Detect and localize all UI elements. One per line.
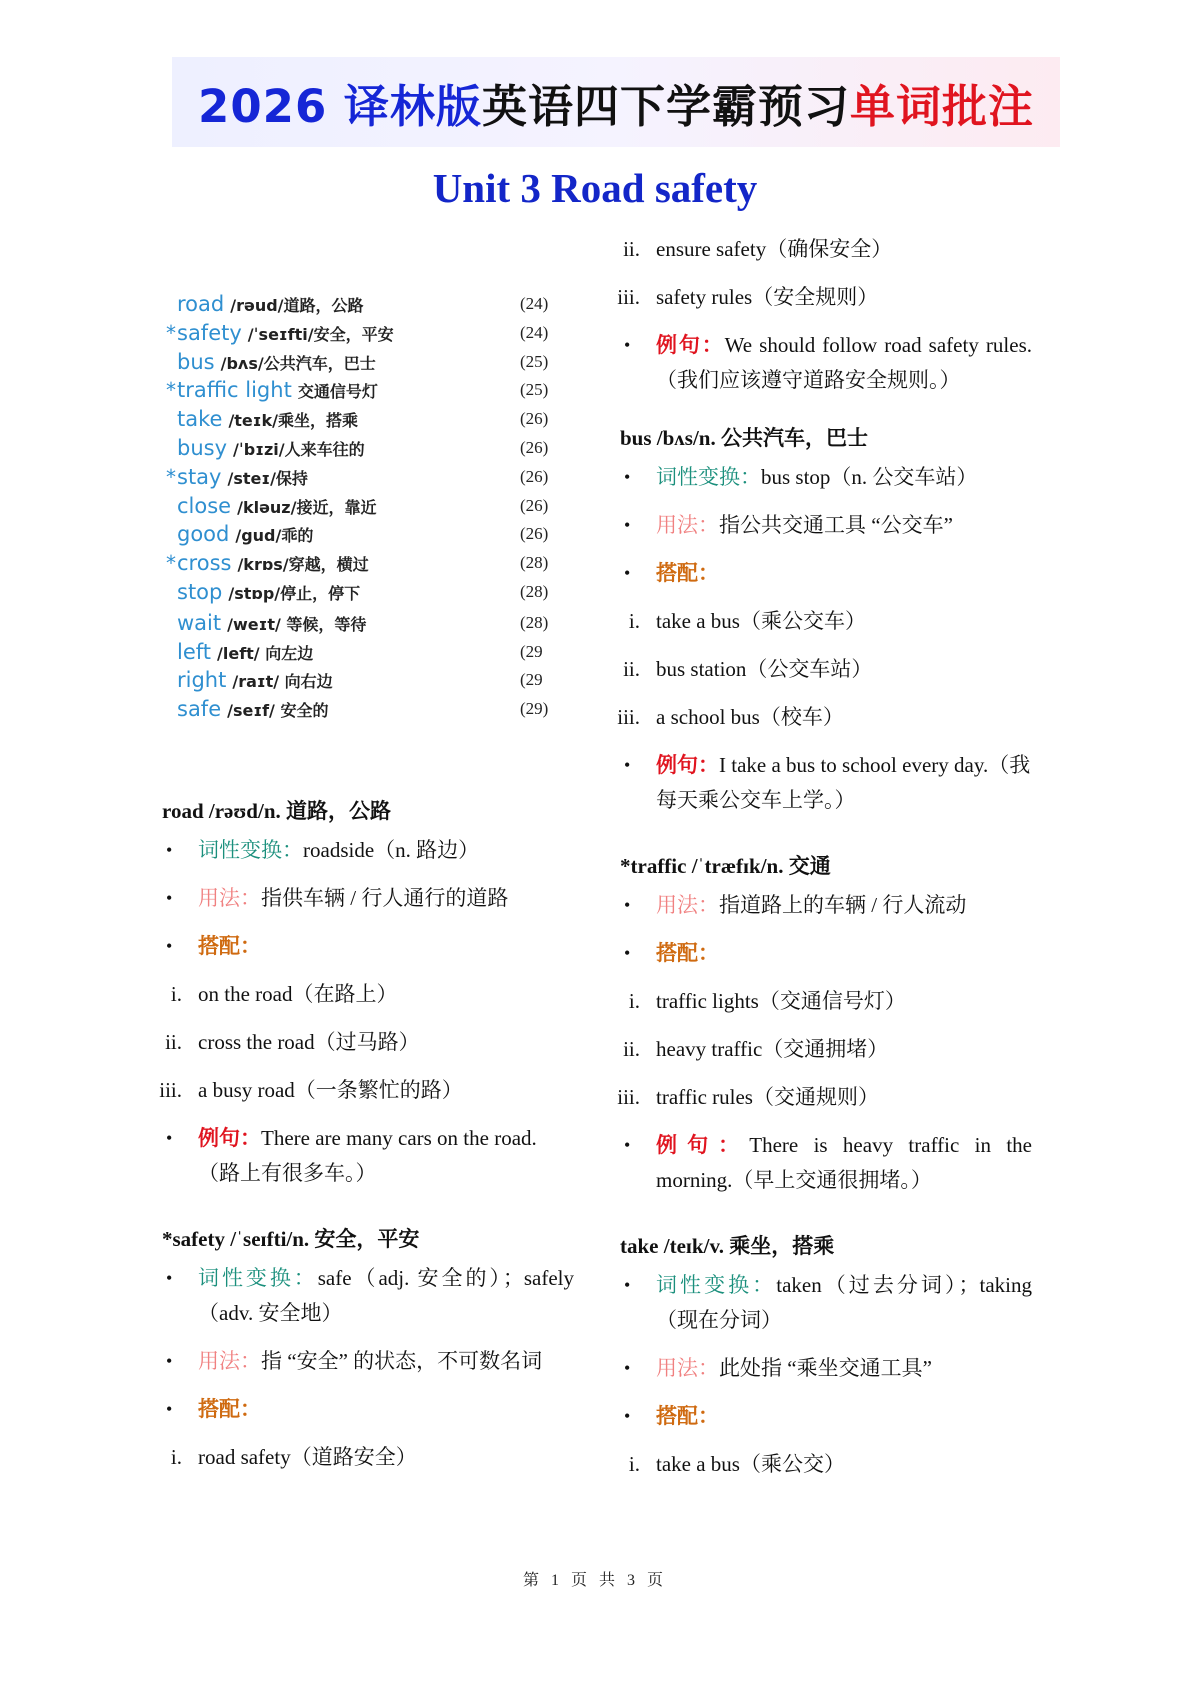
- vocab-page-ref: (28): [520, 581, 549, 601]
- collocation-text: cross the road（过马路）: [198, 1030, 420, 1054]
- bullet-icon: •: [624, 515, 631, 535]
- collocation-text: road safety（道路安全）: [198, 1445, 417, 1469]
- vocab-row: [160, 290, 560, 319]
- list-item: [620, 556, 1032, 591]
- vocab-word-text: left: [177, 639, 212, 664]
- bullet-icon: •: [166, 1351, 173, 1371]
- vocab-row: [160, 492, 560, 521]
- vocab-meaning: /krɒs/穿越，横过: [237, 555, 369, 575]
- vocab-word: [177, 578, 360, 609]
- roman-numeral: i.: [628, 989, 640, 1013]
- vocab-word: [177, 376, 378, 407]
- collocation-text: a school bus（校车）: [656, 705, 844, 729]
- list-item: [620, 508, 1032, 543]
- roman-numeral: ii.: [623, 1037, 640, 1061]
- vocab-row: [160, 695, 560, 724]
- vocab-word-text: good: [177, 522, 230, 547]
- vocab-row: [160, 549, 560, 578]
- label-usage: 用法：: [656, 1356, 719, 1380]
- vocab-word: [177, 520, 313, 551]
- label-usage: 用法：: [656, 893, 719, 917]
- label-collocation: 搭配：: [198, 1397, 261, 1421]
- vocab-word-text: wait: [177, 610, 222, 635]
- roman-numeral: iii.: [617, 285, 640, 309]
- vocab-word: [177, 638, 313, 669]
- collocation-item: [620, 1447, 1032, 1495]
- vocab-page-ref: (29): [520, 699, 549, 719]
- collocation-text: bus station（公交车站）: [656, 657, 873, 681]
- roman-numeral: ii.: [623, 657, 640, 681]
- vocab-word-text: stay: [177, 464, 222, 489]
- label-collocation: 搭配：: [656, 941, 719, 965]
- bullet-icon: •: [166, 1399, 173, 1419]
- collocation-item: [159, 1073, 574, 1121]
- list-item: [162, 1344, 574, 1379]
- vocab-meaning: /ˈseɪfti/安全，平安: [247, 324, 394, 344]
- entry-heading-safety: *safety /ˈseɪfti/n. 安全，平安: [162, 1227, 420, 1251]
- roman-numeral: i.: [170, 1445, 182, 1469]
- vocab-word-text: safe: [177, 697, 222, 722]
- vocab-page-ref: (28): [520, 553, 549, 573]
- vocab-word-text: safety: [177, 320, 242, 345]
- example-text: We should follow road safety rules.（我们应该遵守道路安全规则。）: [656, 333, 1033, 392]
- vocab-word: [177, 463, 308, 494]
- collocation-text: safety rules（安全规则）: [656, 285, 879, 309]
- collocation-item: [620, 652, 1032, 700]
- vocab-word-text: stop: [177, 579, 223, 604]
- vocab-page-ref: (28): [520, 612, 549, 632]
- collocation-text: traffic lights（交通信号灯）: [656, 989, 906, 1013]
- collocation-text: take a bus（乘公交车）: [656, 609, 866, 633]
- vocab-row: [160, 319, 560, 348]
- list-item: [162, 1261, 574, 1331]
- collocation-item: [617, 1080, 1032, 1128]
- banner-part1: 2026 译林版: [198, 79, 482, 133]
- vocab-row: [160, 666, 560, 695]
- vocab-word: [177, 348, 376, 379]
- label-example: 例句：: [656, 333, 725, 357]
- collocation-text: take a bus（乘公交）: [656, 1452, 845, 1476]
- bullet-icon: •: [624, 755, 631, 775]
- vocab-word: [177, 319, 394, 350]
- change-text: roadside（n. 路边）: [303, 838, 480, 862]
- vocab-word: [177, 549, 369, 580]
- vocab-page-ref: (25): [520, 351, 549, 371]
- change-text: bus stop（n. 公交车站）: [761, 465, 978, 489]
- entry-heading-take: take /teɪk/v. 乘坐，搭乘: [620, 1234, 835, 1258]
- label-change: 词性变换：: [198, 1266, 318, 1290]
- header-banner: [172, 57, 1060, 147]
- bullet-icon: •: [624, 1406, 631, 1426]
- label-collocation: 搭配：: [656, 1404, 719, 1428]
- star-mark: *: [166, 320, 176, 345]
- entry-heading-road: road /rəʊd/n. 道路，公路: [162, 799, 392, 823]
- list-item: [162, 881, 574, 916]
- list-item: [620, 1399, 1032, 1434]
- collocation-text: heavy traffic（交通拥堵）: [656, 1037, 889, 1061]
- bullet-icon: •: [166, 1268, 173, 1288]
- vocab-word-text: close: [177, 493, 232, 518]
- collocation-item: [620, 1032, 1032, 1080]
- vocab-word: [177, 290, 364, 321]
- vocab-row: [160, 578, 560, 607]
- vocab-meaning: /weɪt/ 等候，等待: [227, 614, 367, 634]
- vocab-row: [160, 405, 560, 434]
- vocab-page-ref: (25): [520, 380, 549, 400]
- vocab-word-text: road: [177, 292, 225, 316]
- vocab-row: [160, 520, 560, 549]
- collocation-item: [162, 977, 574, 1025]
- vocab-row: [160, 463, 560, 492]
- collocation-text: traffic rules（交通规则）: [656, 1085, 879, 1109]
- vocab-meaning: /seɪf/ 安全的: [227, 701, 329, 721]
- label-usage: 用法：: [656, 513, 719, 537]
- roman-numeral: i.: [170, 982, 182, 1006]
- vocab-page-ref: (26): [520, 409, 549, 429]
- vocab-word-text: right: [177, 668, 227, 693]
- star-mark: *: [166, 551, 176, 576]
- bullet-icon: •: [624, 335, 631, 355]
- bullet-icon: •: [166, 936, 173, 956]
- roman-numeral: ii.: [165, 1030, 182, 1054]
- change-text: safe（adj. 安全的）；safely（adv. 安全地）: [198, 1266, 574, 1325]
- list-item: [620, 1128, 1032, 1198]
- bullet-icon: •: [624, 1358, 631, 1378]
- bullet-icon: •: [624, 943, 631, 963]
- collocation-item: [162, 1440, 574, 1488]
- change-text: taken（过去分词）；taking（现在分词）: [656, 1273, 1033, 1332]
- vocab-meaning: /teɪk/乘坐，搭乘: [228, 411, 358, 431]
- list-item: [162, 833, 574, 868]
- collocation-item: [617, 280, 1032, 328]
- vocab-row: [160, 348, 560, 377]
- usage-text: 指 “安全” 的状态，不可数名词: [261, 1349, 543, 1373]
- vocab-page-ref: (26): [520, 437, 549, 457]
- vocab-meaning: /gud/乖的: [235, 526, 314, 546]
- vocab-row: [160, 376, 560, 405]
- collocation-text: ensure safety（确保安全）: [656, 237, 893, 261]
- vocab-meaning: /ˈbɪzi/人来车往的: [233, 439, 365, 459]
- usage-text: 此处指 “乘坐交通工具”: [719, 1356, 932, 1380]
- star-mark: *: [166, 464, 176, 489]
- collocation-text: on the road（在路上）: [198, 982, 398, 1006]
- vocab-meaning: /bʌs/公共汽车，巴士: [220, 353, 376, 373]
- label-usage: 用法：: [198, 1349, 261, 1373]
- example-text: There is heavy traffic in the morning.（早上交通很拥堵。）: [656, 1133, 1033, 1192]
- vocab-word-text: bus: [177, 349, 215, 374]
- right-column: [617, 232, 1033, 1495]
- vocab-row: [160, 609, 560, 638]
- list-item: [620, 1268, 1032, 1338]
- label-change: 词性变换：: [198, 838, 303, 862]
- example-text: I take a bus to school every day.（我每天乘公交车上学。）: [656, 753, 1031, 812]
- vocab-word: [177, 695, 328, 726]
- list-item: [620, 1351, 1032, 1386]
- vocab-word: [177, 405, 358, 436]
- label-collocation: 搭配：: [656, 561, 719, 585]
- collocation-text: a busy road（一条繁忙的路）: [198, 1078, 463, 1102]
- entry-heading-traffic: *traffic /ˈtræfɪk/n. 交通: [620, 854, 831, 878]
- vocab-meaning: /kləuz/接近，靠近: [237, 497, 377, 517]
- vocab-meaning: /steɪ/保持: [227, 468, 308, 488]
- banner-part3: 单词批注: [849, 79, 1034, 133]
- label-collocation: 搭配：: [198, 934, 261, 958]
- label-change: 词性变换：: [656, 465, 761, 489]
- list-item: [620, 888, 1032, 923]
- roman-numeral: iii.: [617, 705, 640, 729]
- list-item: [620, 328, 1032, 398]
- vocab-word: [177, 666, 333, 697]
- label-example: 例句：: [656, 1133, 750, 1157]
- list-item: [620, 748, 1032, 818]
- vocab-word-text: traffic light: [177, 378, 292, 403]
- vocab-page-ref: (24): [520, 322, 549, 342]
- entry-heading-bus: bus /bʌs/n. 公共汽车，巴士: [620, 426, 868, 450]
- list-item: [620, 936, 1032, 971]
- usage-text: 指道路上的车辆 / 行人流动: [719, 893, 967, 917]
- vocab-word-text: cross: [177, 551, 232, 576]
- list-item: [162, 929, 574, 964]
- vocab-page-ref: (29: [520, 670, 543, 690]
- vocab-page-ref: (29: [520, 641, 543, 661]
- example-text: There are many cars on the road.（路上有很多车。）: [198, 1126, 537, 1185]
- vocab-page-ref: (26): [520, 466, 549, 486]
- vocab-word: [177, 609, 366, 640]
- label-change: 词性变换：: [656, 1273, 777, 1297]
- list-item: [620, 460, 1032, 495]
- list-item: [162, 1392, 574, 1427]
- vocab-meaning: /rəud/道路，公路: [230, 296, 364, 315]
- bullet-icon: •: [624, 563, 631, 583]
- list-item: [162, 1121, 574, 1191]
- bullet-icon: •: [624, 895, 631, 915]
- roman-numeral: i.: [628, 609, 640, 633]
- bullet-icon: •: [166, 888, 173, 908]
- collocation-item: [617, 700, 1032, 748]
- bullet-icon: •: [166, 1128, 173, 1148]
- collocation-item: [620, 604, 1032, 652]
- label-example: 例句：: [656, 753, 719, 777]
- roman-numeral: i.: [628, 1452, 640, 1476]
- vocab-word: [177, 492, 376, 523]
- label-example: 例句：: [198, 1126, 261, 1150]
- page-footer: 第 1 页 共 3 页: [522, 1572, 667, 1589]
- vocab-meaning: /raɪt/ 向右边: [232, 672, 333, 692]
- vocab-meaning: 交通信号灯: [297, 382, 378, 402]
- star-mark: *: [166, 378, 176, 403]
- bullet-icon: •: [624, 1275, 631, 1295]
- bullet-icon: •: [166, 840, 173, 860]
- vocab-page-ref: (26): [520, 524, 549, 544]
- vocab-row: [160, 434, 560, 463]
- vocab-word-text: take: [177, 407, 223, 432]
- vocab-meaning: /left/ 向左边: [217, 643, 314, 663]
- vocab-meaning: /stɒp/停止，停下: [228, 583, 361, 603]
- roman-numeral: iii.: [159, 1078, 182, 1102]
- vocab-word-text: busy: [177, 435, 228, 460]
- collocation-item: [620, 984, 1032, 1032]
- roman-numeral: ii.: [623, 237, 640, 261]
- unit-title: Unit 3 Road safety: [432, 165, 758, 211]
- label-usage: 用法：: [198, 886, 261, 910]
- vocab-page-ref: (24): [520, 294, 549, 313]
- bullet-icon: •: [624, 467, 631, 487]
- vocab-row: [160, 638, 560, 667]
- vocab-page-ref: (26): [520, 495, 549, 515]
- banner-part2: 英语四下学霸预习: [481, 79, 850, 133]
- usage-text: 指公共交通工具 “公交车”: [719, 513, 953, 537]
- bullet-icon: •: [624, 1135, 631, 1155]
- left-column: [159, 789, 574, 1488]
- roman-numeral: iii.: [617, 1085, 640, 1109]
- usage-text: 指供车辆 / 行人通行的道路: [261, 886, 509, 910]
- collocation-item: [620, 232, 1032, 280]
- vocab-word: [177, 434, 365, 465]
- collocation-item: [162, 1025, 574, 1073]
- vocab-list: [160, 290, 560, 724]
